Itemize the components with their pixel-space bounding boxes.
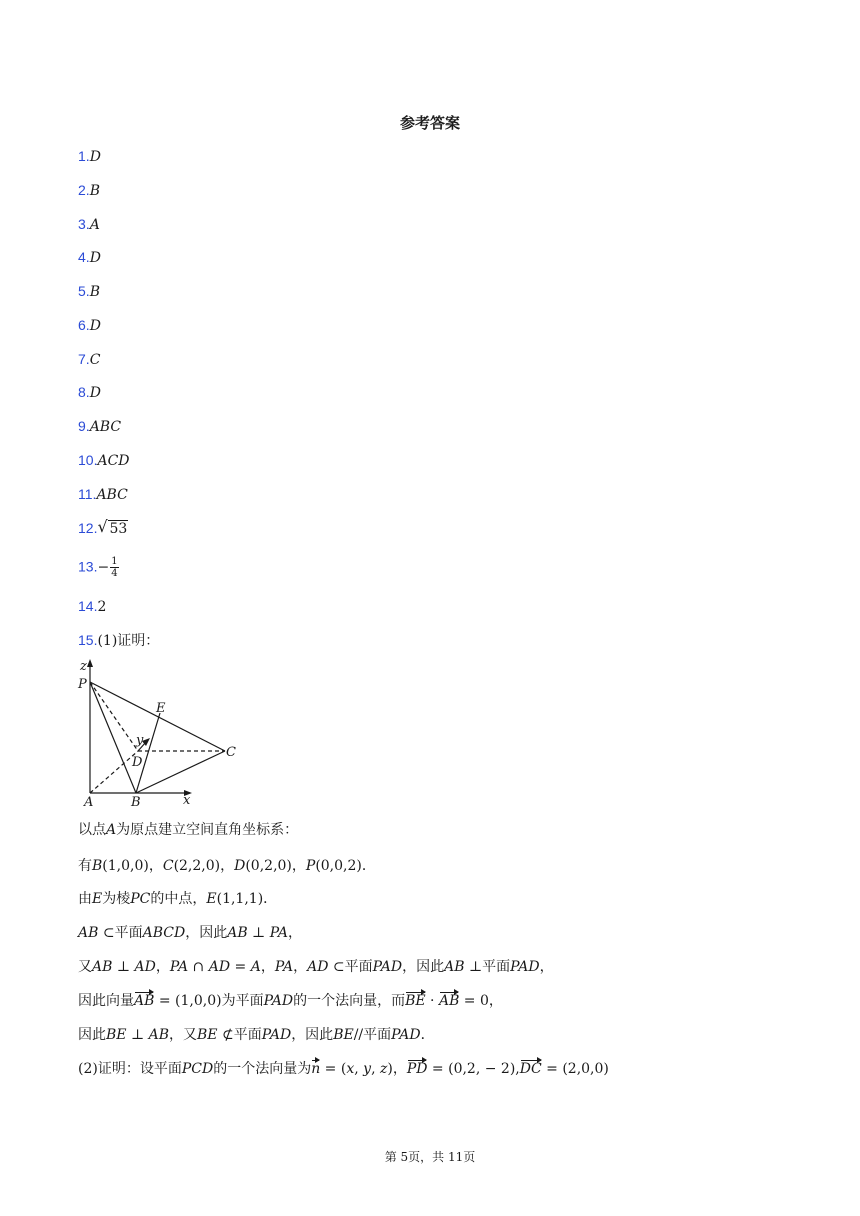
label-a: A [84, 795, 94, 808]
proof-line: 因此向量AB = (1,0,0)为平面PAD的一个法向量，而BE · AB = 0， [78, 993, 503, 1009]
proof-line: (2)证明：设平面PCD的一个法向量为n = (x, y, z)，PD = (0,2, − 2),DC = (2,0,0) [78, 1061, 609, 1077]
answer-item: 1.D [78, 148, 101, 165]
answer-item: 7.C [78, 351, 101, 368]
sqrt-expression: √ 53 [97, 517, 128, 537]
proof-line: 以点A为原点建立空间直角坐标系： [78, 822, 299, 838]
answer-item: 9.ABC [78, 418, 122, 435]
answer-item: 8.D [78, 384, 101, 401]
answer-item: 13.− $\frac{1}{4}$ [78, 556, 118, 579]
proof-line: 又AB ⊥ AD，PA ∩ AD = A，PA，AD ⊂平面PAD，因此AB ⊥平面PAD， [78, 959, 554, 975]
label-b: B [131, 795, 141, 808]
answer-item: 5.B [78, 283, 100, 300]
label-x: x [183, 793, 191, 808]
label-d: D [132, 755, 143, 770]
label-p: P [78, 677, 87, 692]
label-y: y [136, 733, 144, 748]
page-title: 参考答案 [399, 114, 460, 132]
label-c: C [226, 745, 236, 760]
geometry-figure [76, 656, 246, 808]
answer-item: 6.D [78, 317, 101, 334]
answer-item: 12. √ 53 [78, 517, 128, 537]
label-z: z [80, 659, 87, 674]
answer-item: 3.A [78, 216, 100, 233]
page-footer: 第 5页，共 11页 [384, 1150, 476, 1164]
answer-item: 11.ABC [78, 486, 128, 503]
answer-item: 15.(1)证明： [78, 632, 160, 649]
proof-line: 由E为棱PC的中点，E(1,1,1)． [78, 891, 278, 907]
proof-line: AB ⊂平面ABCD，因此AB ⊥ PA， [78, 925, 302, 941]
proof-line: 因此BE ⊥ AB，又BE ⊄平面PAD，因此BE//平面PAD． [78, 1027, 435, 1043]
label-e: E [156, 701, 166, 716]
fraction: $\frac{1}{4}$ [111, 556, 118, 579]
answer-item: 14.2 [78, 598, 107, 615]
proof-line: 有B(1,0,0)，C(2,2,0)，D(0,2,0)，P(0,0,2)． [78, 858, 376, 874]
answer-item: 10.ACD [78, 452, 130, 469]
answer-item: 2.B [78, 182, 100, 199]
answer-item: 4.D [78, 249, 101, 266]
